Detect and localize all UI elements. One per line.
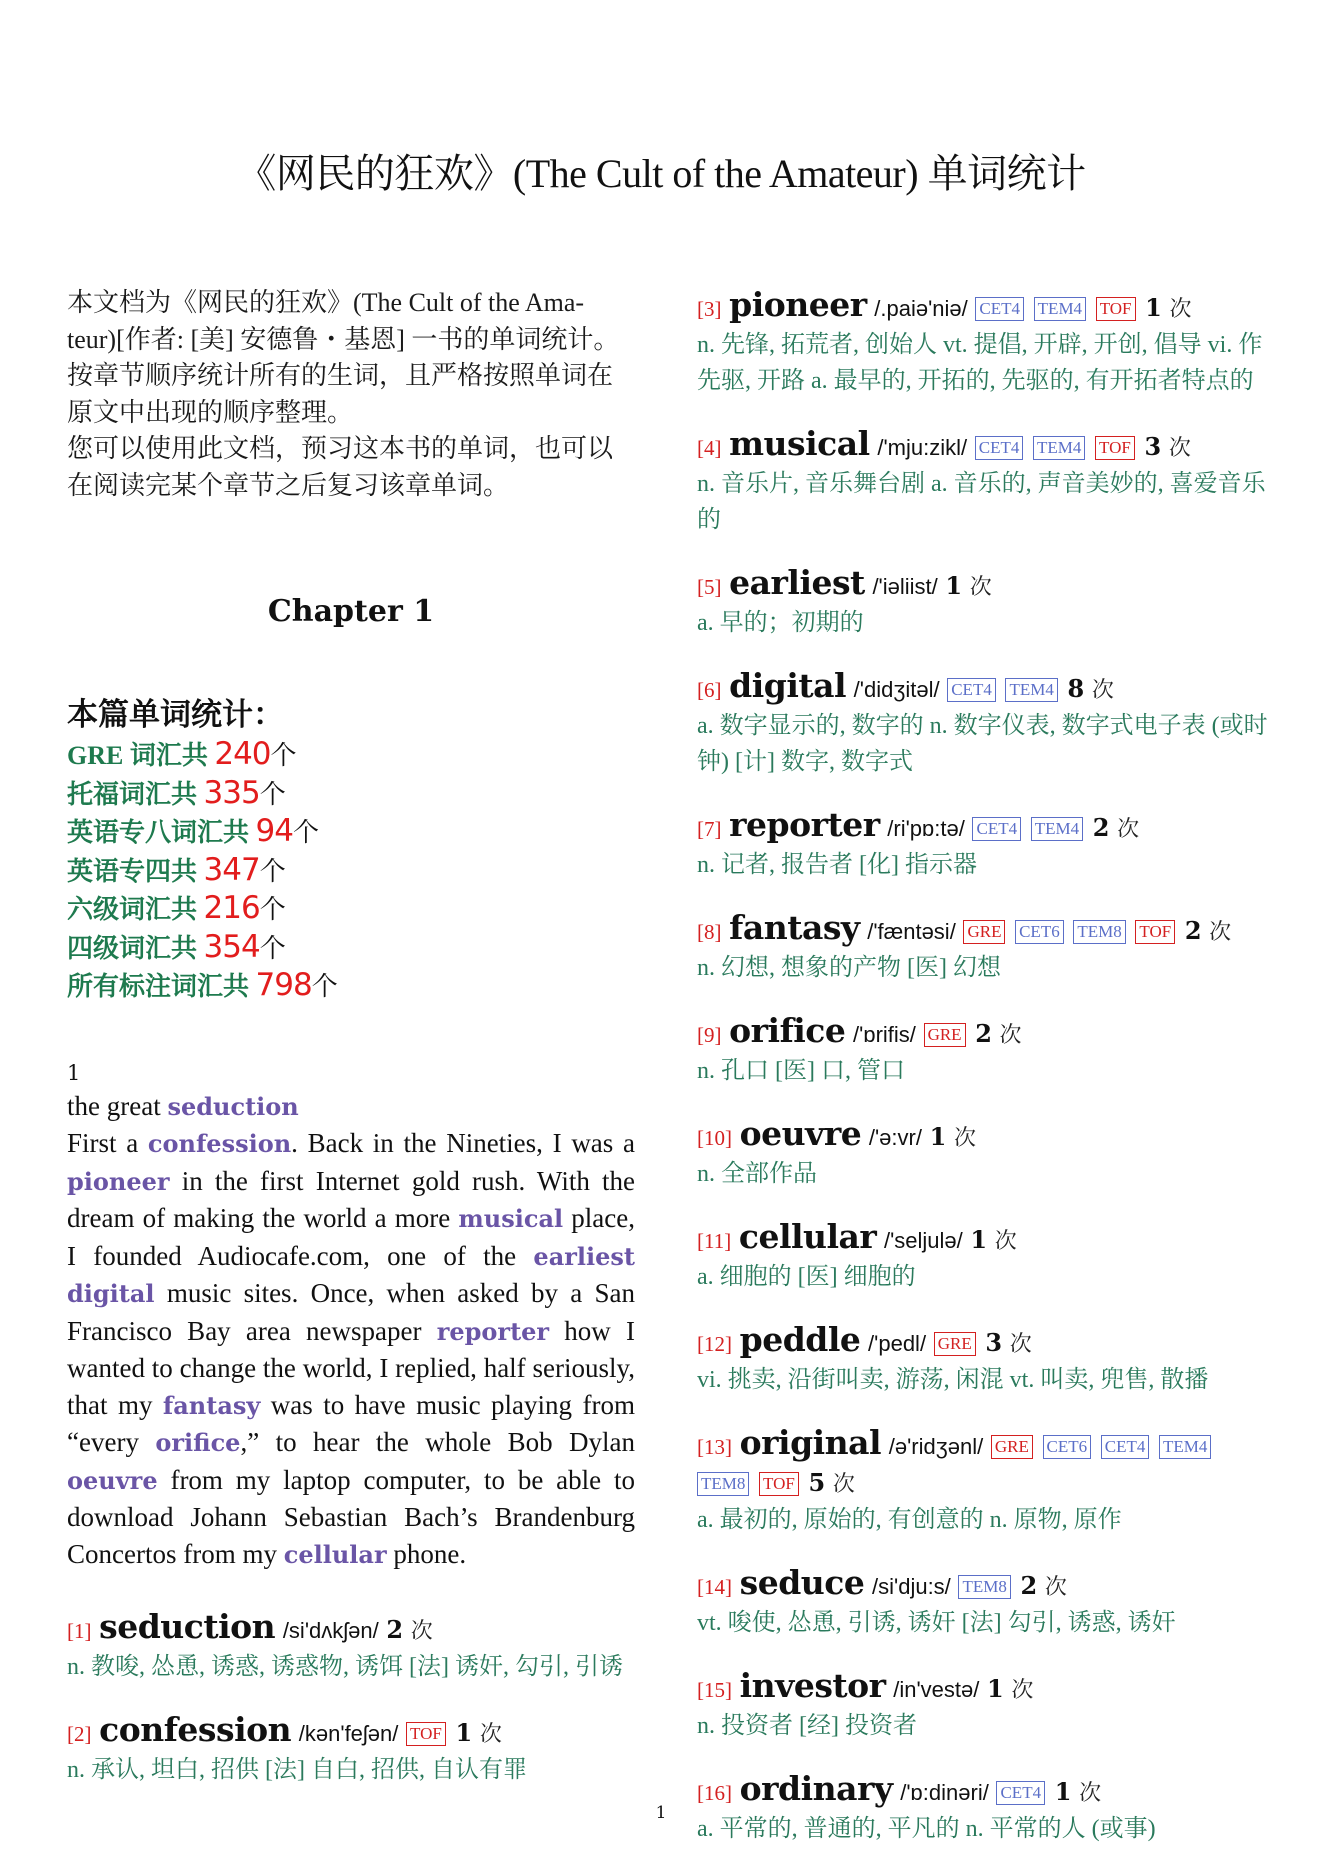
document-title: 《网民的狂欢》(The Cult of the Amateur) 单词统计 xyxy=(236,151,1086,196)
vocab-entry xyxy=(67,1609,635,1685)
exam-tag: CET4 xyxy=(996,1781,1045,1805)
entry-phonetic: /in'vestə/ xyxy=(893,1677,980,1702)
entry-index: [12] xyxy=(697,1332,732,1356)
entry-header xyxy=(697,1425,1272,1502)
entries-right xyxy=(697,287,1272,1874)
vocab-entry xyxy=(697,807,1272,883)
stat-label: 六级词汇共 xyxy=(67,895,204,924)
entry-count: 2 xyxy=(975,1019,992,1048)
stat-value: 347 xyxy=(203,851,260,888)
vocab-entry xyxy=(697,1219,1272,1295)
vocab-entry xyxy=(697,426,1272,538)
entry-times-unit: 次 xyxy=(953,1125,976,1150)
passage-segment: music sites. Once, when asked by a San Francisco Bay area newspaper xyxy=(67,1278,635,1346)
exam-tag: TEM4 xyxy=(1033,436,1085,460)
entry-word: orifice xyxy=(729,1011,846,1050)
page-number: 1 xyxy=(655,1803,667,1823)
entry-header xyxy=(697,1219,1272,1259)
intro-line: 按章节顺序统计所有的生词，且严格按照单词在 xyxy=(67,361,614,390)
stat-label: 所有标注词汇共 xyxy=(67,972,256,1001)
stat-value: 216 xyxy=(203,890,260,926)
vocab-entry xyxy=(697,1668,1272,1744)
passage-segment: was to have music playing from “every xyxy=(67,1389,635,1457)
passage-segment: the great xyxy=(67,1090,168,1121)
entry-word: peddle xyxy=(739,1320,861,1359)
entry-index: [4] xyxy=(697,436,722,460)
entry-times-unit: 次 xyxy=(969,574,992,599)
passage-paragraph xyxy=(67,1125,635,1573)
vocab-entry xyxy=(697,1565,1272,1641)
entry-count: 1 xyxy=(1054,1777,1072,1806)
vocab-entry xyxy=(697,910,1272,986)
stat-unit: 个 xyxy=(270,741,297,770)
left-column xyxy=(67,285,635,1815)
entry-phonetic: /'didʒitəl/ xyxy=(853,677,940,702)
entry-phonetic: /'pedl/ xyxy=(868,1331,927,1356)
entry-times-unit: 次 xyxy=(1044,1574,1067,1599)
entry-phonetic: /si'dju:s/ xyxy=(872,1574,951,1599)
entry-definition: vi. 挑卖, 沿街叫卖, 游荡, 闲混 vt. 叫卖, 兜售, 散播 xyxy=(697,1367,1209,1393)
exam-tag: CET4 xyxy=(947,678,996,702)
entry-index: [9] xyxy=(697,1023,722,1047)
entry-index: [1] xyxy=(67,1619,92,1643)
entry-index: [5] xyxy=(697,575,722,599)
exam-tag: CET4 xyxy=(1101,1435,1150,1459)
intro-line: 本文档为《网民的狂欢》(The Cult of the Ama- xyxy=(67,288,585,317)
highlighted-word: digital xyxy=(67,1279,155,1308)
exam-tag: TOF xyxy=(1096,297,1136,321)
entry-index: [7] xyxy=(697,817,722,841)
stats-heading: 本篇单词统计： xyxy=(67,697,284,733)
stat-value: 335 xyxy=(203,774,260,811)
exam-tag: CET4 xyxy=(972,817,1021,841)
passage-segment: phone. xyxy=(386,1538,467,1569)
highlighted-word: oeuvre xyxy=(67,1465,158,1495)
stat-unit: 个 xyxy=(259,933,286,963)
entry-definition: n. 幻想, 想象的产物 [医] 幻想 xyxy=(697,955,1001,981)
exam-tag: TOF xyxy=(406,1722,446,1746)
exam-tag: TOF xyxy=(759,1472,799,1496)
exam-tag: TEM8 xyxy=(697,1472,749,1496)
entry-definition: n. 投资者 [经] 投资者 xyxy=(697,1713,917,1739)
entry-definition: a. 细胞的 [医] 细胞的 xyxy=(697,1264,916,1290)
entry-index: [3] xyxy=(697,297,722,321)
passage-segment: First a xyxy=(67,1128,148,1158)
entry-definition: a. 早的；初期的 xyxy=(697,610,864,636)
entry-index: [10] xyxy=(697,1126,732,1150)
entry-definition: a. 最初的, 原始的, 有创意的 n. 原物, 原作 xyxy=(697,1507,1122,1533)
entry-count: 1 xyxy=(970,1225,988,1254)
entry-count: 1 xyxy=(455,1718,473,1747)
entry-times-unit: 次 xyxy=(1011,1677,1034,1702)
stat-label: 四级词汇共 xyxy=(67,933,204,963)
highlighted-word: earliest xyxy=(533,1241,635,1271)
exam-tag: CET6 xyxy=(1043,1435,1092,1459)
stat-row xyxy=(67,736,635,775)
entry-times-unit: 次 xyxy=(1117,816,1140,841)
entry-definition: n. 孔口 [医] 口, 管口 xyxy=(697,1058,905,1084)
stat-unit: 个 xyxy=(292,818,319,847)
entry-definition: n. 全部作品 xyxy=(697,1161,817,1187)
exam-tag: TEM4 xyxy=(1031,817,1083,841)
vocab-entry xyxy=(697,668,1272,780)
section-number: 1 xyxy=(67,1060,81,1085)
entry-phonetic: /.paiə'niə/ xyxy=(874,296,968,321)
stat-unit: 个 xyxy=(259,856,286,886)
entry-count: 1 xyxy=(945,571,963,600)
exam-tag: GRE xyxy=(991,1435,1033,1459)
entry-phonetic: /'iəliist/ xyxy=(872,574,938,599)
chapter-title: Chapter 1 xyxy=(267,594,435,629)
stat-row xyxy=(67,967,635,1006)
highlighted-word: reporter xyxy=(436,1316,550,1346)
entry-header xyxy=(67,1712,635,1752)
entry-index: [13] xyxy=(697,1435,732,1459)
vocab-entry xyxy=(697,1013,1272,1089)
entry-times-unit: 次 xyxy=(1091,677,1114,702)
entry-word: musical xyxy=(729,424,870,463)
entry-phonetic: /ri'pɒ:tə/ xyxy=(887,816,965,841)
entry-phonetic: /'ɒ:dinəri/ xyxy=(900,1780,989,1805)
entry-phonetic: /'ɒrifis/ xyxy=(853,1022,916,1047)
exam-tag: CET6 xyxy=(1015,920,1064,944)
entry-header xyxy=(697,565,1272,605)
entry-index: [16] xyxy=(697,1781,732,1805)
entry-times-unit: 次 xyxy=(1209,919,1232,944)
entry-word: seduce xyxy=(739,1563,865,1602)
entry-header xyxy=(697,668,1272,708)
intro-line: 在阅读完某个章节之后复习该章单词。 xyxy=(67,470,510,500)
entry-word: earliest xyxy=(729,563,865,602)
entry-index: [2] xyxy=(67,1722,92,1746)
stat-value: 94 xyxy=(255,813,293,849)
entry-header xyxy=(697,910,1272,950)
entry-times-unit: 次 xyxy=(1168,435,1191,460)
entry-word: original xyxy=(739,1423,882,1462)
intro-line: 您可以使用此文档，预习这本书的单词，也可以 xyxy=(67,434,614,463)
entry-count: 1 xyxy=(1145,293,1162,322)
stat-label: 托福词汇共 xyxy=(67,779,204,809)
passage-segment: from my laptop computer, to be able to download Johann Sebastian Bach’s Brandenburg Concertos from my xyxy=(67,1464,635,1569)
entry-index: [15] xyxy=(697,1678,732,1702)
stats-list xyxy=(67,736,635,1006)
intro-paragraph xyxy=(67,285,635,504)
intro-line: 原文中出现的顺序整理。 xyxy=(67,397,354,427)
entry-word: fantasy xyxy=(729,908,860,947)
entry-definition: a. 数字显示的, 数字的 n. 数字仪表, 数字式电子表 (或时钟) [计] 数字, 数字式 xyxy=(697,713,1268,775)
entry-count: 3 xyxy=(985,1328,1003,1357)
stat-value: 798 xyxy=(255,967,312,1003)
passage-segment: how I wanted to change the world, I replied, half seriously, that my xyxy=(67,1315,635,1420)
entry-times-unit: 次 xyxy=(832,1471,855,1496)
highlighted-word: orifice xyxy=(155,1428,241,1457)
vocab-entry xyxy=(697,1322,1272,1398)
entry-word: confession xyxy=(99,1710,292,1749)
entry-times-unit: 次 xyxy=(1079,1780,1102,1805)
highlighted-word: pioneer xyxy=(67,1166,170,1196)
stat-unit: 个 xyxy=(259,895,286,924)
exam-tag: GRE xyxy=(934,1332,976,1356)
intro-line: teur)[作者: [美] 安德鲁・基恩] 一书的单词统计。 xyxy=(67,324,620,354)
stat-row xyxy=(67,852,635,891)
entry-phonetic: /kən'feʃən/ xyxy=(298,1721,399,1746)
entry-phonetic: /si'dʌkʃən/ xyxy=(282,1618,379,1643)
entry-times-unit: 次 xyxy=(994,1228,1017,1253)
stat-row xyxy=(67,775,635,814)
entries-left xyxy=(67,1609,635,1788)
passage-line xyxy=(67,1088,635,1126)
stat-label: GRE 词汇共 xyxy=(67,741,215,770)
highlighted-word: musical xyxy=(458,1204,564,1233)
exam-tag: CET4 xyxy=(975,436,1024,460)
passage-segment: . Back in the Nineties, I was a xyxy=(291,1128,635,1158)
entry-phonetic: /'mju:zikl/ xyxy=(877,435,968,460)
entry-count: 5 xyxy=(808,1468,826,1497)
vocab-entry xyxy=(67,1712,635,1788)
entry-index: [6] xyxy=(697,678,722,702)
highlighted-word: cellular xyxy=(283,1539,387,1569)
entry-index: [8] xyxy=(697,920,722,944)
stat-row xyxy=(67,813,635,852)
entry-header xyxy=(697,1116,1272,1156)
entry-header xyxy=(697,1668,1272,1708)
exam-tag: GRE xyxy=(924,1023,966,1047)
entry-index: [14] xyxy=(697,1575,732,1599)
stat-unit: 个 xyxy=(311,972,338,1001)
entry-phonetic: /'ə:vr/ xyxy=(868,1125,922,1150)
passage-segment: place, I founded Audiocafe.com, one of the xyxy=(67,1203,635,1271)
stat-unit: 个 xyxy=(259,779,286,809)
entry-header xyxy=(697,1565,1272,1605)
stat-label: 英语专四共 xyxy=(67,856,204,886)
entry-word: ordinary xyxy=(739,1769,893,1808)
entry-header xyxy=(697,426,1272,466)
entry-times-unit: 次 xyxy=(999,1022,1022,1047)
entry-header xyxy=(697,1013,1272,1053)
entry-phonetic: /'fæntəsi/ xyxy=(867,919,956,944)
entry-times-unit: 次 xyxy=(479,1721,502,1746)
passage-text xyxy=(67,1088,635,1574)
entry-header xyxy=(697,287,1272,327)
entry-count: 2 xyxy=(1020,1571,1038,1600)
exam-tag: TEM4 xyxy=(1159,1435,1211,1459)
highlighted-word: confession xyxy=(147,1129,292,1158)
entry-definition: n. 音乐片, 音乐舞台剧 a. 音乐的, 声音美妙的, 喜爱音乐的 xyxy=(697,471,1266,533)
stat-value: 240 xyxy=(214,736,271,772)
entry-count: 2 xyxy=(1092,813,1110,842)
entry-times-unit: 次 xyxy=(1169,296,1192,321)
highlighted-word: seduction xyxy=(167,1091,299,1121)
entry-index: [11] xyxy=(697,1229,732,1253)
vocab-entry xyxy=(697,1425,1272,1538)
exam-tag: CET4 xyxy=(975,297,1024,321)
passage-segment: ,” to hear the whole Bob Dylan xyxy=(240,1427,635,1457)
entry-definition: n. 承认, 坦白, 招供 [法] 自白, 招供, 自认有罪 xyxy=(67,1757,527,1783)
entry-word: pioneer xyxy=(729,285,867,324)
entry-definition: a. 平常的, 普通的, 平凡的 n. 平常的人 (或事) xyxy=(697,1816,1156,1842)
stat-row xyxy=(67,890,635,929)
entry-definition: vt. 唆使, 怂恿, 引诱, 诱奸 [法] 勾引, 诱惑, 诱奸 xyxy=(697,1610,1176,1636)
entry-count: 2 xyxy=(386,1615,404,1644)
stat-row xyxy=(67,929,635,968)
stat-label: 英语专八词汇共 xyxy=(67,818,256,847)
entry-word: oeuvre xyxy=(739,1114,862,1153)
entry-word: investor xyxy=(739,1666,886,1705)
entry-word: digital xyxy=(729,666,847,705)
entry-word: reporter xyxy=(729,805,880,844)
stat-value: 354 xyxy=(203,928,260,965)
entry-count: 1 xyxy=(986,1674,1004,1703)
entry-definition: n. 先锋, 拓荒者, 创始人 vt. 提倡, 开辟, 开创, 倡导 vi. 作先驱, 开路 a. 最早的, 开拓的, 先驱的, 有开拓者特点的 xyxy=(697,332,1263,394)
highlighted-word: fantasy xyxy=(162,1390,261,1420)
entry-times-unit: 次 xyxy=(1009,1331,1032,1356)
entry-count: 3 xyxy=(1144,432,1162,461)
entry-word: cellular xyxy=(738,1217,877,1256)
vocab-entry xyxy=(697,1116,1272,1192)
entry-header xyxy=(697,1322,1272,1362)
vocab-entry xyxy=(697,565,1272,641)
exam-tag: TEM8 xyxy=(958,1575,1010,1599)
entry-times-unit: 次 xyxy=(410,1618,433,1643)
entry-count: 2 xyxy=(1184,916,1202,945)
entry-count: 1 xyxy=(929,1122,947,1151)
exam-tag: TOF xyxy=(1135,920,1175,944)
entry-phonetic: /ə'ridʒənl/ xyxy=(888,1434,984,1459)
entry-definition: n. 教唆, 怂恿, 诱惑, 诱惑物, 诱饵 [法] 诱奸, 勾引, 引诱 xyxy=(67,1654,623,1680)
exam-tag: TEM8 xyxy=(1073,920,1125,944)
entry-header xyxy=(697,807,1272,847)
entry-header xyxy=(67,1609,635,1649)
passage-segment: in the first Internet gold rush. With the dream of making the world a more xyxy=(67,1165,635,1233)
vocab-entry xyxy=(697,287,1272,399)
exam-tag: TEM4 xyxy=(1005,678,1057,702)
entry-count: 8 xyxy=(1067,674,1085,703)
entry-word: seduction xyxy=(99,1607,276,1646)
entry-definition: n. 记者, 报告者 [化] 指示器 xyxy=(697,852,977,878)
exam-tag: TEM4 xyxy=(1034,297,1086,321)
exam-tag: GRE xyxy=(963,920,1005,944)
entry-phonetic: /'seljulə/ xyxy=(883,1228,963,1253)
exam-tag: TOF xyxy=(1095,436,1135,460)
